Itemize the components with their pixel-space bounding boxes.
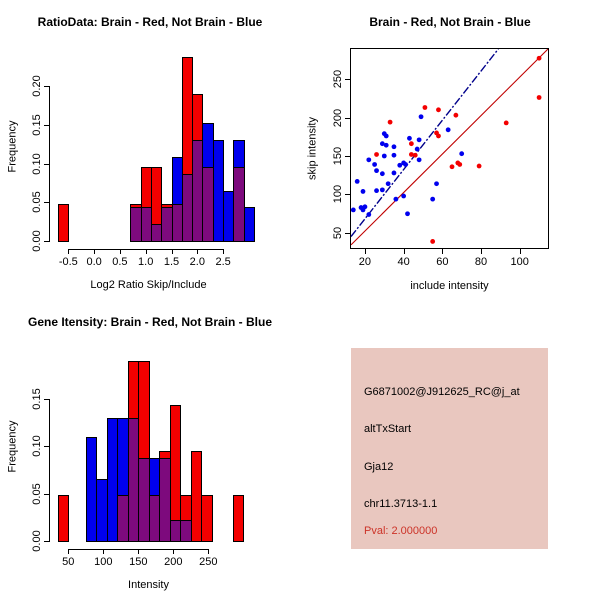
ratio-hist-xlabel: Log2 Ratio Skip/Include [90,279,207,291]
scatter-point-not-brain [401,194,406,199]
y-tick [345,118,350,119]
scatter-point-not-brain [403,162,408,167]
y-tick [44,86,49,87]
y-tick-label: 50 [332,226,344,240]
hist-bar [201,495,213,542]
scatter-xlabel: include intensity [410,280,489,292]
x-tick [442,249,443,254]
location-text: chr11.3713-1.1 [364,498,438,510]
scatter-point-not-brain [415,147,420,152]
ratio-hist-plot [0,0,300,300]
scatter-point-brain [450,164,455,169]
scatter-point-not-brain [374,168,379,173]
hist-bar [58,204,69,242]
y-tick [44,164,49,165]
scatter-point-not-brain [459,151,464,156]
y-tick-label: 200 [332,108,344,127]
gene-hist-title: Gene Itensity: Brain - Red, Not Brain - Blue [27,315,273,329]
scatter-point-brain [413,153,418,158]
y-tick-label: 0.00 [31,230,43,252]
x-tick [68,549,69,554]
scatter-point-brain [537,95,542,100]
x-tick [138,549,139,554]
scatter-point-brain [374,152,379,157]
scatter-point-brain [504,121,509,126]
y-tick-label: 0.15 [31,387,43,410]
scatter-point-brain [477,164,482,169]
scatter-point-not-brain [419,114,424,119]
y-tick-label: 150 [332,146,344,166]
y-tick-label: 250 [332,69,344,89]
x-tick [208,549,209,554]
panel-ratio-histogram [0,0,300,300]
scatter-point-brain [453,113,458,118]
panel-intensity-scatter [300,0,600,300]
x-tick-label: 1.5 [163,256,180,268]
probe-id-text: G6871002@J912625_RC@j_at [364,386,520,398]
y-tick [44,446,49,447]
scatter-point-not-brain [380,171,385,176]
x-tick-label: 0.0 [86,256,102,268]
scatter-point-not-brain [417,157,422,162]
x-tick-label: 60 [436,256,449,268]
scatter-point-not-brain [384,143,389,148]
y-tick [44,241,49,242]
y-tick [345,233,350,234]
ratio-hist-ylabel: Frequency [6,120,18,173]
x-tick-label: 1.0 [138,256,154,268]
scatter-point-not-brain [351,207,356,212]
scatter-point-brain [430,239,435,244]
x-tick-label: 80 [474,256,488,268]
y-axis [49,399,50,542]
x-tick-label: 50 [62,556,75,568]
x-tick [481,249,482,254]
gene-name-text: Gja12 [364,461,394,473]
panel-gene-histogram [0,300,300,600]
hist-bar [58,495,70,542]
x-tick [68,249,69,254]
gene-hist-plot [0,300,300,600]
scatter-point-not-brain [374,188,379,193]
y-tick-label: 0.20 [31,75,43,97]
y-tick [345,156,350,157]
scatter-point-not-brain [372,162,377,167]
y-tick-label: 0.10 [31,435,43,457]
x-tick-label: 2.5 [215,256,231,268]
x-tick [520,249,521,254]
y-tick-label: 0.00 [31,530,43,552]
x-tick [103,549,104,554]
ratio-hist-title: RatioData: Brain - Red, Not Brain - Blue [37,15,263,29]
scatter-point-not-brain [380,187,385,192]
event-type-text: altTxStart [364,423,412,435]
hist-bar-top [233,140,244,168]
y-tick-label: 0.10 [31,152,43,175]
y-tick-label: 100 [332,185,344,204]
scatter-point-not-brain [386,181,391,186]
y-tick [44,494,49,495]
scatter-point-not-brain [405,211,410,216]
scatter-point-not-brain [384,134,389,139]
x-tick [94,249,95,254]
scatter-point-not-brain [366,157,371,162]
x-tick [404,249,405,254]
x-tick [223,249,224,254]
x-tick-label: 250 [199,556,218,568]
y-tick-label: 0.05 [31,191,43,213]
scatter-point-brain [409,141,414,146]
y-tick-label: 0.15 [31,114,43,136]
x-tick [197,249,198,254]
gene-hist-ylabel: Frequency [6,420,18,473]
scatter-title: Brain - Red, Not Brain - Blue [369,15,531,29]
scatter-point-not-brain [430,197,435,202]
scatter-point-not-brain [434,181,439,186]
x-tick [172,249,173,254]
scatter-point-not-brain [366,212,371,217]
scatter-point-not-brain [446,127,451,132]
scatter-point-not-brain [361,189,366,194]
panel-gene-info [300,300,600,600]
y-tick [44,125,49,126]
gene-hist-xlabel: Intensity [128,579,169,591]
x-tick-label: 20 [358,256,372,268]
scatter-point-brain [457,162,462,167]
y-tick [345,79,350,80]
x-tick [365,249,366,254]
scatter-point-brain [423,105,428,110]
scatter-point-brain [436,107,441,112]
x-tick-label: -0.5 [58,256,78,268]
y-tick [44,399,49,400]
gene-info-box [351,348,548,549]
x-tick-label: 100 [94,556,113,568]
y-tick [345,194,350,195]
scatter-point-not-brain [393,197,398,202]
scatter-point-not-brain [392,153,397,158]
x-tick-label: 0.5 [112,256,128,268]
scatter-point-not-brain [407,136,412,141]
scatter-point-brain [388,120,393,125]
y-axis [49,86,50,242]
hist-bar [244,207,255,242]
scatter-point-not-brain [392,144,397,149]
x-tick-label: 40 [397,256,410,268]
scatter-point-not-brain [382,154,387,159]
scatter-point-not-brain [363,204,368,209]
not-brain-fit-line [351,49,498,237]
brain-fit-line [351,49,548,245]
hist-bar-top [138,361,150,460]
y-tick [44,541,49,542]
x-tick-label: 200 [164,556,183,568]
scatter-point-not-brain [417,137,422,142]
y-tick [44,202,49,203]
scatter-point-not-brain [392,171,397,176]
x-tick [173,549,174,554]
pval-text: Pval: 2.000000 [364,525,438,537]
scatter-plot [300,0,600,300]
x-tick [146,249,147,254]
x-tick-label: 100 [510,256,529,268]
x-tick-label: 150 [129,556,148,568]
scatter-ylabel: skip intensity [306,117,318,180]
x-tick-label: 2.0 [189,256,205,268]
scatter-point-brain [537,56,542,61]
scatter-canvas [351,49,548,248]
scatter-point-brain [436,134,441,139]
y-tick-label: 0.05 [31,482,43,505]
hist-bar [233,495,245,542]
x-tick [120,249,121,254]
scatter-point-not-brain [355,179,360,184]
